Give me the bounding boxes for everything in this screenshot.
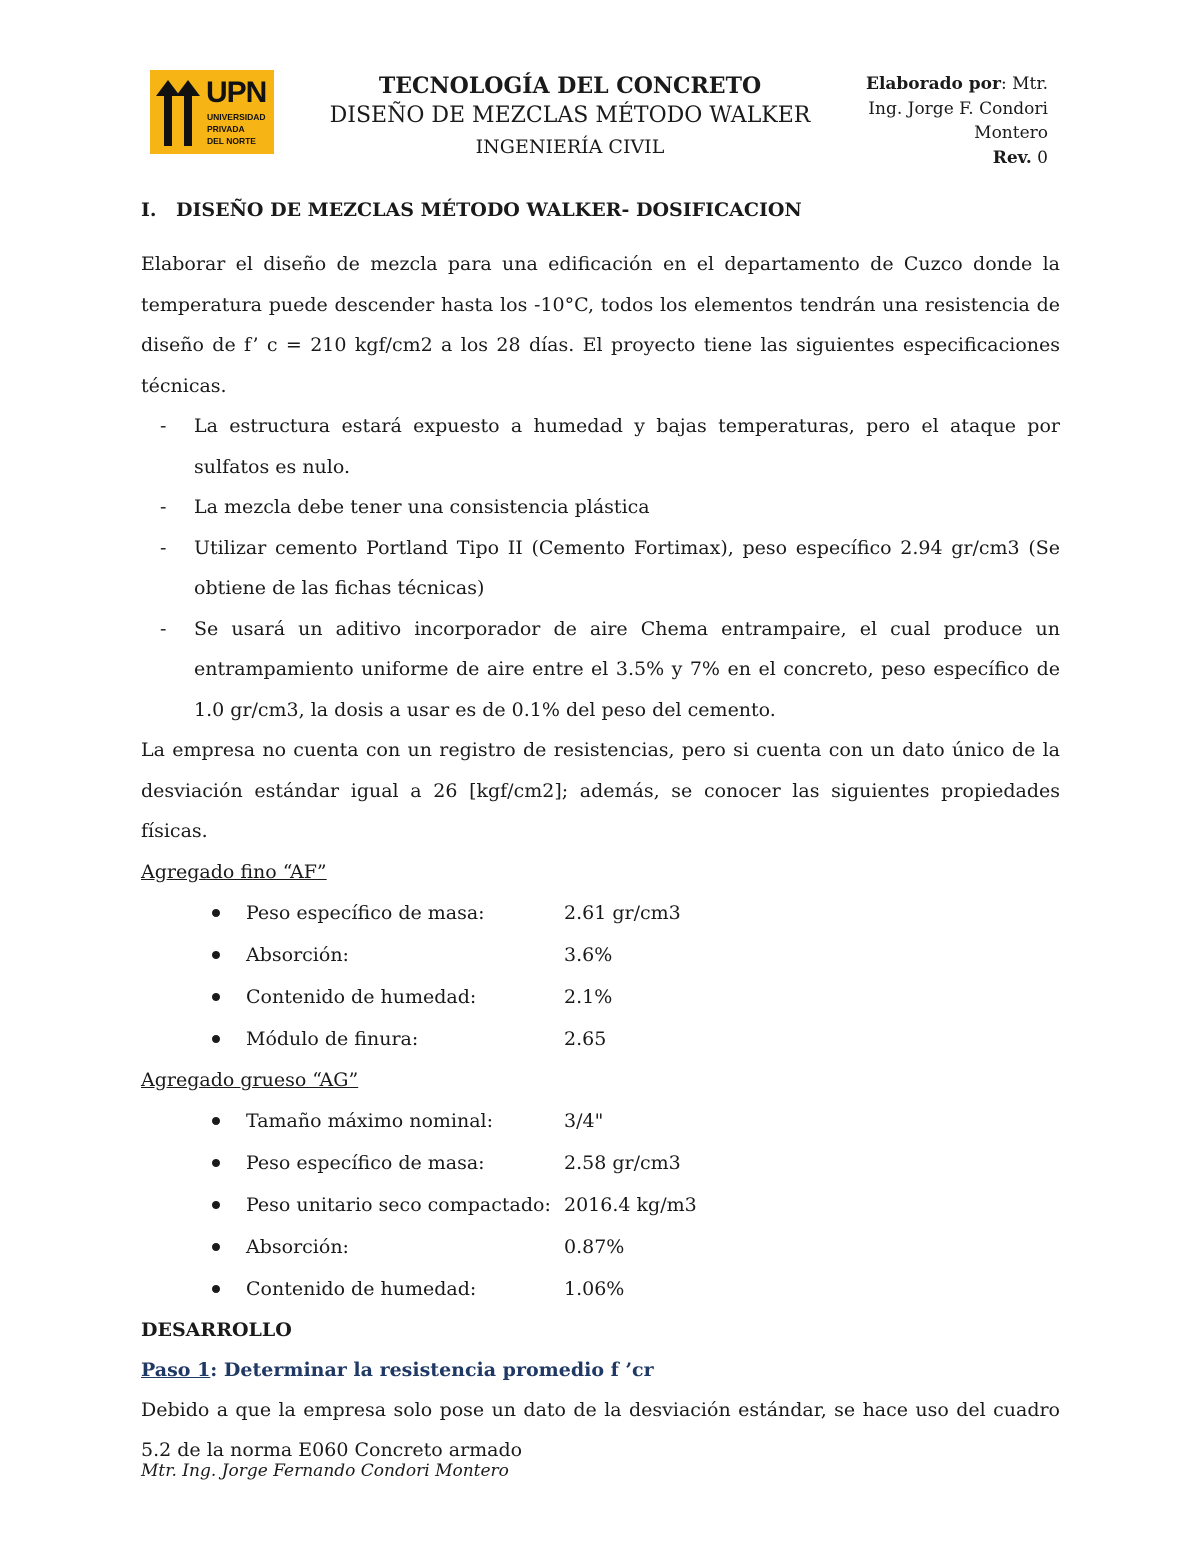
- rev-value: 0: [1037, 147, 1048, 168]
- bullet-icon: [212, 1243, 220, 1251]
- property-value: 0.87%: [564, 1235, 625, 1258]
- document-body: [141, 190, 1060, 1471]
- upn-logo: [150, 70, 274, 154]
- author-line-1: : Mtr.: [1000, 74, 1048, 94]
- bullet-icon: [212, 1201, 220, 1209]
- rev-label: Rev.: [992, 147, 1032, 168]
- property-value: 2.1%: [564, 985, 613, 1008]
- property-value: 2.58 gr/cm3: [564, 1151, 681, 1174]
- property-value: 2.65: [564, 1027, 607, 1050]
- property-value: 1.06%: [564, 1277, 625, 1300]
- document-title: TECNOLOGÍA DEL CONCRETO: [378, 73, 762, 99]
- property-label: Absorción:: [246, 1235, 349, 1258]
- dash-bullet: -: [160, 415, 167, 437]
- property-row: [141, 892, 1060, 934]
- development-heading: DESARROLLO: [141, 1318, 292, 1341]
- property-label: Peso unitario seco compactado:: [246, 1193, 551, 1216]
- section-heading: [141, 190, 1060, 230]
- property-row: [141, 1100, 1060, 1142]
- author-line-3: Montero: [974, 123, 1048, 143]
- fine-aggregate-heading: Agregado fino “AF”: [141, 860, 327, 883]
- step-1-title: : Determinar la resistencia promedio f ’cr: [210, 1358, 654, 1381]
- coarse-properties: [141, 1100, 1060, 1310]
- author-block: [838, 72, 1048, 170]
- bullet-icon: [212, 951, 220, 959]
- bullet-icon: [212, 909, 220, 917]
- property-label: Peso específico de masa:: [246, 1151, 485, 1174]
- property-row: [141, 934, 1060, 976]
- logo-mark: UPN: [206, 76, 267, 109]
- department: INGENIERÍA CIVIL: [475, 136, 665, 158]
- document-subtitle: DISEÑO DE MEZCLAS MÉTODO WALKER: [329, 103, 811, 128]
- bullet-icon: [212, 1117, 220, 1125]
- page-footer: Mtr. Ing. Jorge Fernando Condori Montero: [141, 1461, 509, 1481]
- author-label: Elaborado por: [865, 74, 1001, 94]
- coarse-aggregate-heading: Agregado grueso “AG”: [141, 1068, 359, 1091]
- logo-line-3: DEL NORTE: [207, 136, 256, 146]
- property-label: Contenido de humedad:: [246, 985, 477, 1008]
- property-label: Contenido de humedad:: [246, 1277, 477, 1300]
- spec-text: Se usará un aditivo incorporador de aire Chema entrampaire, el cual produce un entrampamiento uniforme de aire entre el 3.5% y 7% en el concreto, peso específico de 1.0 gr/cm3, la dosis a usar es de 0.1% del peso del cemento.: [194, 617, 1060, 721]
- section-number: I.: [141, 199, 157, 221]
- property-value: 3/4": [564, 1109, 604, 1132]
- property-value: 3.6%: [564, 943, 613, 966]
- property-label: Módulo de finura:: [246, 1027, 419, 1050]
- step-1-label: Paso 1: [141, 1358, 211, 1381]
- dash-bullet: -: [160, 496, 167, 518]
- bullet-icon: [212, 1285, 220, 1293]
- company-note: La empresa no cuenta con un registro de resistencias, pero si cuenta con un dato único de la desviación estándar igual a 26 [kgf/cm2]; además, se conocer las siguientes propiedades físicas.: [141, 739, 1060, 842]
- spec-text: La mezcla debe tener una consistencia plástica: [194, 496, 650, 518]
- specs-list: [141, 406, 1060, 730]
- property-label: Absorción:: [246, 943, 349, 966]
- property-label: Tamaño máximo nominal:: [246, 1109, 494, 1132]
- section-title: DISEÑO DE MEZCLAS MÉTODO WALKER- DOSIFICACION: [176, 199, 802, 221]
- header-center: [290, 72, 850, 162]
- step-1-heading: [141, 1350, 1060, 1390]
- step-1-text: Debido a que la empresa solo pose un dato de la desviación estándar, se hace uso del cuadro 5.2 de la norma E060 Concreto armado: [141, 1398, 1060, 1461]
- list-item: [141, 528, 1060, 609]
- spec-text: La estructura estará expuesto a humedad y bajas temperaturas, pero el ataque por sulfatos es nulo.: [194, 415, 1060, 478]
- property-value: 2016.4 kg/m3: [564, 1193, 697, 1216]
- author-line-2: Ing. Jorge F. Condori: [868, 98, 1048, 119]
- logo-line-1: UNIVERSIDAD: [207, 112, 266, 122]
- dash-bullet: -: [160, 536, 167, 559]
- fine-properties: [141, 892, 1060, 1060]
- property-label: Peso específico de masa:: [246, 901, 485, 924]
- property-row: [141, 1184, 1060, 1226]
- intro-paragraph: Elaborar el diseño de mezcla para una edificación en el departamento de Cuzco donde la temperatura puede descender hasta los -10°C, todos los elementos tendrán una resistencia de diseño de f’ c = 210 kgf/cm2 a los 28 días. El proyecto tiene las siguientes especificaciones técnicas.: [141, 253, 1060, 397]
- dash-bullet: -: [160, 617, 167, 640]
- property-row: [141, 976, 1060, 1018]
- property-row: [141, 1226, 1060, 1268]
- property-row: [141, 1018, 1060, 1060]
- list-item: [141, 609, 1060, 731]
- bullet-icon: [212, 993, 220, 1001]
- list-item: [141, 487, 1060, 528]
- property-value: 2.61 gr/cm3: [564, 901, 681, 924]
- spec-text: Utilizar cemento Portland Tipo II (Cemento Fortimax), peso específico 2.94 gr/cm3 (Se obtiene de las fichas técnicas): [194, 536, 1060, 599]
- logo-line-2: PRIVADA: [207, 124, 245, 134]
- property-row: [141, 1142, 1060, 1184]
- bullet-icon: [212, 1035, 220, 1043]
- bullet-icon: [212, 1159, 220, 1167]
- list-item: [141, 406, 1060, 487]
- property-row: [141, 1268, 1060, 1310]
